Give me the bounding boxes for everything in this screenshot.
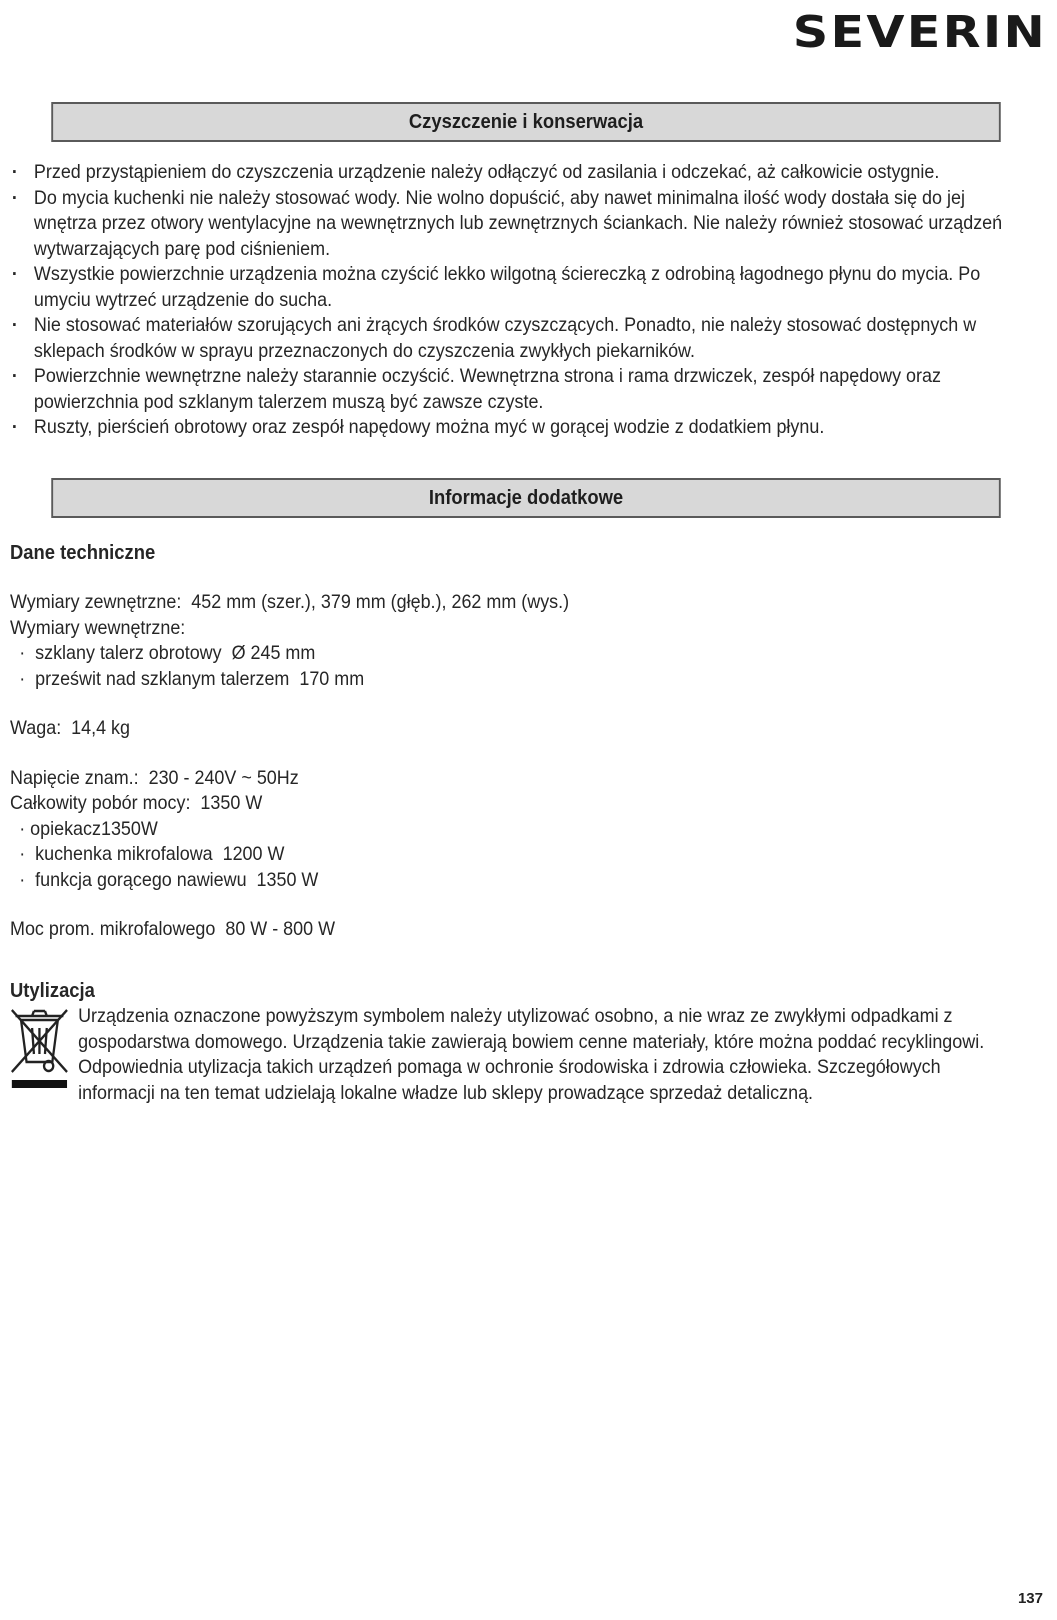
severin-logo: SEVERIN	[792, 7, 1047, 58]
section-title-cleaning: Czyszczenie i konserwacja	[51, 102, 1000, 142]
disposal-text	[74, 1004, 984, 1106]
external-dimensions: Wymiary zewnętrzne: 452 mm (szer.), 379 mm (głęb.), 262 mm (wys.)	[10, 591, 570, 613]
list-item: · Powierzchnie wewnętrzne należy starannie oczyścić. Wewnętrzna strona i rama drzwiczek, zespół napędowy oraz powierzchnia pod szklanym talerzem muszą być zawsze czyste.	[10, 364, 1013, 415]
disposal-line: Odpowiednia utylizacja takich urządzeń pomaga w ochronie środowiska i zdrowia człowieka. Szczegółowych	[78, 1056, 941, 1078]
tech-heading: Dane techniczne	[10, 542, 156, 564]
internal-dimension-item: · prześwit nad szklanym talerzem 170 mm	[19, 667, 365, 690]
cleaning-bullet-list	[10, 160, 1013, 441]
power-item: · kuchenka mikrofalowa 1200 W	[19, 843, 285, 865]
disposal-section	[10, 978, 1031, 1106]
disposal-line: informacji na ten temat udzielają lokalne władze lub sklepy prowadzące sprzedaż detaliczną.	[78, 1081, 814, 1104]
disposal-line: gospodarstwa domowego. Urządzenia takie zawierają bowiem cenne materiały, które można poddać recyklingowi.	[78, 1030, 985, 1053]
internal-dimension-item: · szklany talerz obrotowy Ø 245 mm	[19, 642, 316, 664]
list-item: · Ruszty, pierścień obrotowy oraz zespół napędowy można myć w gorącej wodzie z dodatkiem płynu.	[10, 415, 1013, 441]
microwave-power: Moc prom. mikrofalowego 80 W - 800 W	[10, 918, 336, 940]
page-number: 137	[1017, 1590, 1043, 1607]
list-item: · Nie stosować materiałów szorujących ani żrących środków czyszczących. Ponadto, nie należy stosować dostępnych w sklepach środków w sprayu przeznaczonych do czyszczenia zwykłych piekarników.	[10, 313, 1013, 364]
list-item: · Wszystkie powierzchnie urządzenia można czyścić lekko wilgotną ściereczką z odrobiną łagodnego płynu do mycia. Po umyciu wytrzeć urządzenie do sucha.	[10, 262, 1013, 313]
power-item: · opiekacz1350W	[19, 817, 158, 840]
voltage: Napięcie znam.: 230 - 240V ~ 50Hz	[10, 766, 299, 789]
technical-data	[10, 540, 1013, 943]
power-item: · funkcja gorącego nawiewu 1350 W	[19, 868, 319, 891]
section-title-additional-info: Informacje dodatkowe	[51, 478, 1000, 518]
crossed-bin-icon	[10, 1004, 74, 1106]
weight: Waga: 14,4 kg	[10, 717, 131, 739]
internal-dimensions-label: Wymiary wewnętrzne:	[10, 616, 186, 639]
disposal-heading: Utylizacja	[10, 980, 95, 1002]
disposal-line: Urządzenia oznaczone powyższym symbolem należy utylizować osobno, a nie wraz ze zwykłymi odpadkami z	[78, 1005, 953, 1027]
total-power: Całkowity pobór mocy: 1350 W	[10, 792, 263, 814]
list-item: · Przed przystąpieniem do czyszczenia urządzenie należy odłączyć od zasilania i odczekać, aż całkowicie ostygnie.	[10, 160, 1013, 186]
list-item: · Do mycia kuchenki nie należy stosować wody. Nie wolno dopuścić, aby nawet minimalna ilość wody dostała się do jej wnętrza przez otwory wentylacyjne na wewnętrznych lub zewnętrznych ściankach. Nie należy również stosować urządzeń wytwarzających parę pod ciśnieniem.	[10, 186, 1013, 263]
